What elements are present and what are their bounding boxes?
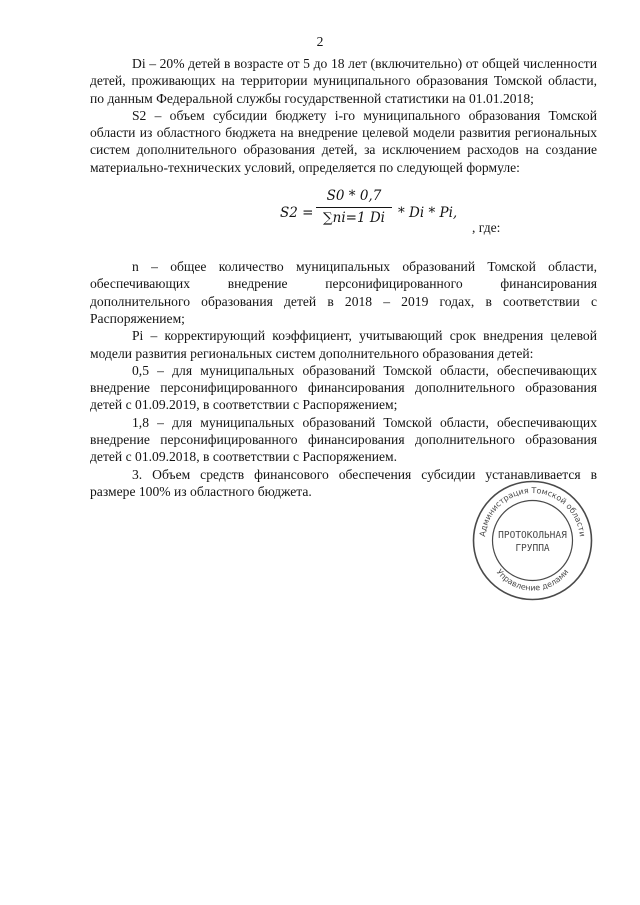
body-text <box>90 55 597 500</box>
page-number: 2 <box>316 34 324 49</box>
stamp-ring-bottom-text: Управление делами <box>494 567 571 593</box>
stamp-ring-top-text: Администрация Томской области <box>478 485 587 538</box>
paragraph-text: Pi – корректирующий коэффициент, учитывающий срок внедрения целевой модели развития региональных систем дополнительного образования детей: <box>90 328 597 361</box>
paragraph-di-definition <box>90 55 597 107</box>
formula-denominator: ∑ni=1 Di <box>323 210 385 227</box>
paragraph-pi-definition <box>90 327 597 362</box>
paragraph-s2-definition <box>90 107 597 176</box>
paragraph-text: 3. Объем средств финансового обеспечения субсидии устанавливается в размере 100% из областного бюджета. <box>90 466 597 499</box>
paragraph-text: 1,8 – для муниципальных образований Томской области, обеспечивающих внедрение персонифицированного финансирования дополнительного образования детей с 01.09.2018, в соответствии с Распоряжением. <box>90 414 597 465</box>
formula-s2 <box>90 186 597 248</box>
paragraph-text: Di – 20% детей в возрасте от 5 до 18 лет (включительно) от общей численности детей, проживающих на территории муниципального образования Томской области, по данным Федеральной службы государственной статистики на 01.01.2018; <box>90 56 597 106</box>
stamp-center-line-2: ГРУППА <box>515 543 550 554</box>
formula-tail: , где: <box>472 220 501 236</box>
paragraph-coefficient-18 <box>90 414 597 466</box>
formula-numerator: S0 * 0,7 <box>316 188 392 208</box>
paragraph-coefficient-05 <box>90 362 597 414</box>
official-stamp <box>470 478 595 603</box>
paragraph-text: 0,5 – для муниципальных образований Томской области, обеспечивающих внедрение персонифицированного финансирования дополнительного образования детей с 01.09.2019, в соответствии с Распоряжением; <box>90 362 597 413</box>
formula-rest: * Di * Pi, <box>398 205 458 222</box>
stamp-center-line-1: ПРОТОКОЛЬНАЯ <box>498 530 567 541</box>
paragraph-text: n – общее количество муниципальных образований Томской области, обеспечивающих внедрение персонифицированного финансирования дополнительного образования детей в 2018 – 2019 годах, в соответствии с Распоряжением; <box>90 259 597 326</box>
formula-lhs: S2 = <box>280 205 314 222</box>
formula-fraction <box>316 188 392 228</box>
paragraph-text: S2 – объем субсидии бюджету i-го муниципального образования Томской области из областного бюджета на внедрение целевой модели развития региональных систем дополнительного образования детей, за исключением расходов на создание материально-технических условий, определяется по следующей формуле: <box>90 107 597 175</box>
paragraph-n-definition <box>90 258 597 327</box>
